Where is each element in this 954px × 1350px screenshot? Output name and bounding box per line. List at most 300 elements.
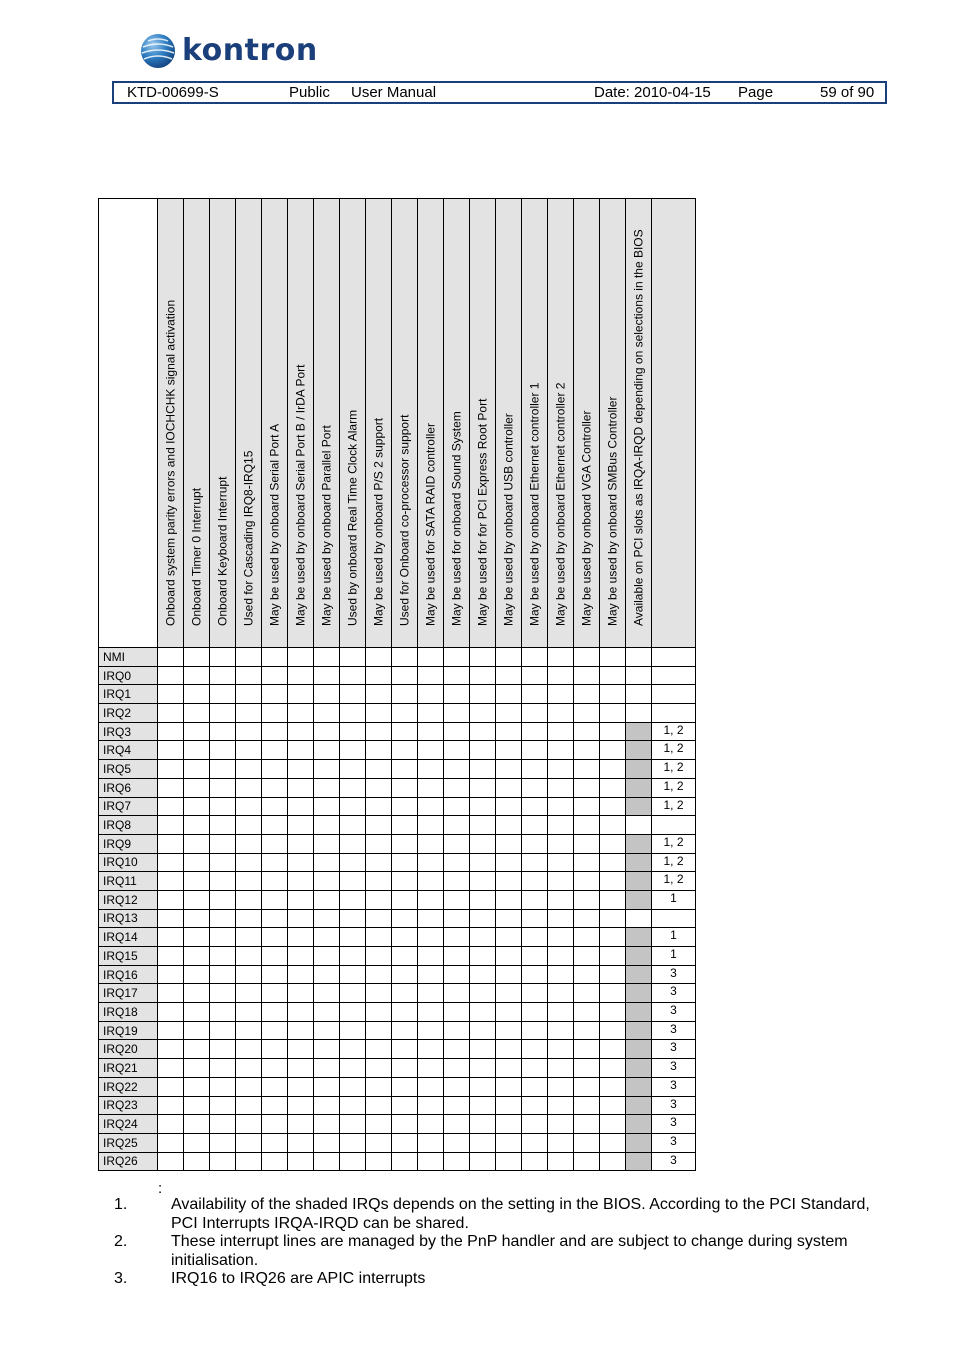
pci-availability-cell <box>626 816 652 835</box>
table-cell <box>210 797 236 816</box>
table-cell <box>522 1059 548 1078</box>
note-ref-cell: 1, 2 <box>652 872 696 891</box>
table-cell <box>392 1152 418 1171</box>
note-ref-cell: 3 <box>652 1096 696 1115</box>
table-cell <box>184 872 210 891</box>
table-cell <box>288 1115 314 1134</box>
note-ref-cell: 1, 2 <box>652 853 696 872</box>
table-cell <box>392 685 418 704</box>
note-item <box>114 1270 884 1289</box>
table-cell <box>444 947 470 966</box>
table-cell <box>522 872 548 891</box>
table-cell <box>470 1096 496 1115</box>
table-cell <box>444 1040 470 1059</box>
table-cell <box>574 816 600 835</box>
table-cell <box>600 834 626 853</box>
note-ref-cell: 3 <box>652 965 696 984</box>
column-header-label: May be used by onboard Ethernet controller 2 <box>553 382 567 626</box>
table-cell <box>340 1003 366 1022</box>
table-cell <box>340 816 366 835</box>
table-cell <box>158 1003 184 1022</box>
table-cell <box>340 1152 366 1171</box>
table-cell <box>210 722 236 741</box>
table-cell <box>288 1003 314 1022</box>
table-cell <box>522 947 548 966</box>
table-cell <box>418 760 444 779</box>
table-cell <box>392 1077 418 1096</box>
table-cell <box>158 685 184 704</box>
irq-label: IRQ3 <box>99 722 158 741</box>
table-cell <box>470 1021 496 1040</box>
table-cell <box>392 965 418 984</box>
table-cell <box>600 666 626 685</box>
table-cell <box>470 778 496 797</box>
pci-availability-cell <box>626 797 652 816</box>
table-cell <box>236 1040 262 1059</box>
table-cell <box>236 1096 262 1115</box>
page-label: Page <box>738 84 774 101</box>
note-ref-cell: 1 <box>652 928 696 947</box>
table-cell <box>262 1059 288 1078</box>
table-cell <box>366 909 392 928</box>
table-cell <box>496 947 522 966</box>
table-cell <box>496 890 522 909</box>
table-cell <box>236 1003 262 1022</box>
table-cell <box>314 1040 340 1059</box>
table-cell <box>366 1096 392 1115</box>
table-cell <box>314 853 340 872</box>
table-cell <box>574 947 600 966</box>
table-cell <box>210 1152 236 1171</box>
table-cell <box>314 890 340 909</box>
table-cell <box>418 1152 444 1171</box>
table-cell <box>236 704 262 723</box>
table-cell <box>158 741 184 760</box>
table-cell <box>158 648 184 667</box>
table-row <box>99 704 696 723</box>
table-cell <box>236 760 262 779</box>
table-row <box>99 1133 696 1152</box>
table-cell <box>236 722 262 741</box>
table-cell <box>392 834 418 853</box>
table-cell <box>236 890 262 909</box>
table-cell <box>444 1096 470 1115</box>
pci-availability-cell <box>626 741 652 760</box>
table-cell <box>392 928 418 947</box>
table-cell <box>600 760 626 779</box>
column-header-label: Onboard Keyboard Interrupt <box>215 476 229 626</box>
table-cell <box>340 872 366 891</box>
table-cell <box>158 834 184 853</box>
table-cell <box>184 909 210 928</box>
table-cell <box>418 685 444 704</box>
column-header-label: May be used for for PCI Express Root Port <box>475 398 489 626</box>
table-cell <box>548 797 574 816</box>
table-cell <box>236 1152 262 1171</box>
table-cell <box>392 1059 418 1078</box>
table-cell <box>496 1133 522 1152</box>
table-cell <box>418 1059 444 1078</box>
table-cell <box>158 853 184 872</box>
table-cell <box>314 834 340 853</box>
table-cell <box>158 778 184 797</box>
table-cell <box>444 1059 470 1078</box>
table-cell <box>288 965 314 984</box>
irq-label: IRQ22 <box>99 1077 158 1096</box>
irq-label: IRQ2 <box>99 704 158 723</box>
table-cell <box>210 965 236 984</box>
note-item <box>114 1233 884 1270</box>
table-cell <box>366 1003 392 1022</box>
table-row <box>99 1021 696 1040</box>
table-cell <box>262 947 288 966</box>
table-cell <box>496 872 522 891</box>
table-cell <box>236 778 262 797</box>
table-cell <box>262 984 288 1003</box>
table-cell <box>548 648 574 667</box>
table-cell <box>366 872 392 891</box>
table-cell <box>366 890 392 909</box>
table-cell <box>444 834 470 853</box>
table-cell <box>470 872 496 891</box>
table-cell <box>184 1040 210 1059</box>
irq-label: IRQ13 <box>99 909 158 928</box>
irq-label: IRQ0 <box>99 666 158 685</box>
note-ref-cell: 3 <box>652 1077 696 1096</box>
pci-availability-cell <box>626 834 652 853</box>
table-cell <box>314 1096 340 1115</box>
table-cell <box>392 760 418 779</box>
irq-label: IRQ23 <box>99 1096 158 1115</box>
table-cell <box>184 928 210 947</box>
table-cell <box>444 685 470 704</box>
table-cell <box>470 1003 496 1022</box>
table-cell <box>470 965 496 984</box>
table-cell <box>184 834 210 853</box>
note-text: Availability of the shaded IRQs depends on the setting in the BIOS. According to the PCI Standard, PCI Interrupts IRQA-IRQD can be shared. <box>171 1196 870 1232</box>
table-cell <box>314 1152 340 1171</box>
column-header-label: May be used by onboard USB controller <box>501 413 515 626</box>
table-cell <box>548 947 574 966</box>
table-cell <box>392 984 418 1003</box>
brand-name: kontron <box>182 33 318 68</box>
table-cell <box>288 1021 314 1040</box>
table-cell <box>184 1077 210 1096</box>
column-header <box>418 199 444 648</box>
table-cell <box>600 1059 626 1078</box>
table-cell <box>288 760 314 779</box>
table-cell <box>444 816 470 835</box>
table-cell <box>600 816 626 835</box>
table-cell <box>418 1115 444 1134</box>
irq-label: IRQ11 <box>99 872 158 891</box>
table-cell <box>522 928 548 947</box>
table-cell <box>184 890 210 909</box>
table-cell <box>548 704 574 723</box>
table-cell <box>574 984 600 1003</box>
table-cell <box>366 778 392 797</box>
table-cell <box>210 984 236 1003</box>
table-row <box>99 1040 696 1059</box>
pci-availability-cell <box>626 704 652 723</box>
table-cell <box>522 1003 548 1022</box>
table-cell <box>444 1152 470 1171</box>
pci-availability-cell <box>626 778 652 797</box>
table-cell <box>210 947 236 966</box>
table-cell <box>574 965 600 984</box>
table-cell <box>574 909 600 928</box>
table-cell <box>262 853 288 872</box>
table-cell <box>262 1133 288 1152</box>
table-cell <box>366 760 392 779</box>
table-cell <box>158 909 184 928</box>
table-cell <box>600 1152 626 1171</box>
table-cell <box>184 1133 210 1152</box>
column-header-label: May be used by onboard Serial Port B / IrDA Port <box>293 364 307 626</box>
table-cell <box>574 722 600 741</box>
table-cell <box>158 1152 184 1171</box>
table-cell <box>288 722 314 741</box>
table-cell <box>210 1040 236 1059</box>
table-cell <box>600 909 626 928</box>
table-cell <box>444 1133 470 1152</box>
table-cell <box>522 1021 548 1040</box>
table-cell <box>548 760 574 779</box>
irq-label: IRQ25 <box>99 1133 158 1152</box>
table-cell <box>548 1096 574 1115</box>
table-cell <box>340 722 366 741</box>
table-cell <box>522 816 548 835</box>
column-header-label: Onboard Timer 0 Interrupt <box>189 487 203 626</box>
table-cell <box>496 704 522 723</box>
table-cell <box>262 722 288 741</box>
table-cell <box>288 909 314 928</box>
table-cell <box>418 890 444 909</box>
table-row <box>99 666 696 685</box>
table-cell <box>600 890 626 909</box>
table-cell <box>522 666 548 685</box>
pci-availability-cell <box>626 1152 652 1171</box>
table-cell <box>314 685 340 704</box>
note-number: 3. <box>114 1270 128 1287</box>
table-cell <box>158 797 184 816</box>
table-cell <box>392 1133 418 1152</box>
table-cell <box>262 965 288 984</box>
table-cell <box>210 704 236 723</box>
table-cell <box>548 834 574 853</box>
table-cell <box>366 1059 392 1078</box>
pci-availability-cell <box>626 1115 652 1134</box>
column-header <box>392 199 418 648</box>
table-cell <box>548 666 574 685</box>
table-cell <box>496 834 522 853</box>
column-header-label: May be used by onboard P/S 2 support <box>371 417 385 626</box>
table-cell <box>574 797 600 816</box>
table-cell <box>392 853 418 872</box>
table-cell <box>444 1115 470 1134</box>
table-cell <box>314 816 340 835</box>
table-cell <box>340 984 366 1003</box>
note-number: 1. <box>114 1196 128 1213</box>
table-cell <box>470 797 496 816</box>
table-cell <box>444 704 470 723</box>
table-cell <box>262 890 288 909</box>
column-header <box>444 199 470 648</box>
table-cell <box>210 648 236 667</box>
table-cell <box>288 1040 314 1059</box>
table-row <box>99 1077 696 1096</box>
table-row <box>99 984 696 1003</box>
table-cell <box>496 984 522 1003</box>
pci-availability-cell <box>626 965 652 984</box>
table-cell <box>392 909 418 928</box>
table-cell <box>392 797 418 816</box>
table-cell <box>366 1077 392 1096</box>
table-cell <box>366 853 392 872</box>
table-cell <box>366 648 392 667</box>
table-cell <box>314 666 340 685</box>
table-cell <box>288 666 314 685</box>
table-cell <box>184 1152 210 1171</box>
table-cell <box>418 909 444 928</box>
table-cell <box>470 984 496 1003</box>
table-cell <box>496 1115 522 1134</box>
table-cell <box>548 853 574 872</box>
table-cell <box>184 666 210 685</box>
note-ref-cell <box>652 816 696 835</box>
table-cell <box>444 778 470 797</box>
table-cell <box>262 648 288 667</box>
table-cell <box>392 704 418 723</box>
column-header-label: Used by onboard Real Time Clock Alarm <box>345 409 359 626</box>
table-cell <box>366 834 392 853</box>
table-cell <box>314 1021 340 1040</box>
table-cell <box>314 722 340 741</box>
table-cell <box>288 704 314 723</box>
table-cell <box>314 928 340 947</box>
table-cell <box>522 1133 548 1152</box>
pci-availability-cell <box>626 872 652 891</box>
table-cell <box>210 666 236 685</box>
table-cell <box>340 890 366 909</box>
table-cell <box>444 928 470 947</box>
table-cell <box>392 666 418 685</box>
table-cell <box>470 890 496 909</box>
note-ref-cell <box>652 704 696 723</box>
table-cell <box>522 853 548 872</box>
table-cell <box>236 1115 262 1134</box>
table-row <box>99 1115 696 1134</box>
table-cell <box>262 1003 288 1022</box>
pci-availability-cell <box>626 909 652 928</box>
table-cell <box>522 965 548 984</box>
table-cell <box>522 1077 548 1096</box>
table-row <box>99 853 696 872</box>
table-cell <box>444 890 470 909</box>
table-cell <box>340 928 366 947</box>
table-cell <box>340 947 366 966</box>
irq-table <box>98 198 696 1171</box>
table-row <box>99 685 696 704</box>
table-cell <box>314 947 340 966</box>
table-cell <box>392 778 418 797</box>
table-row <box>99 872 696 891</box>
table-cell <box>548 890 574 909</box>
irq-label: IRQ17 <box>99 984 158 1003</box>
table-cell <box>574 1040 600 1059</box>
column-header <box>600 199 626 648</box>
note-ref-cell: 3 <box>652 1021 696 1040</box>
table-cell <box>288 741 314 760</box>
table-cell <box>522 834 548 853</box>
table-cell <box>392 947 418 966</box>
table-cell <box>470 1077 496 1096</box>
table-cell <box>210 928 236 947</box>
irq-label: IRQ21 <box>99 1059 158 1078</box>
table-cell <box>236 797 262 816</box>
table-cell <box>600 1096 626 1115</box>
table-cell <box>158 1021 184 1040</box>
table-cell <box>470 947 496 966</box>
table-cell <box>548 1040 574 1059</box>
classification: Public <box>289 84 330 101</box>
table-cell <box>600 928 626 947</box>
table-cell <box>548 741 574 760</box>
column-header-label: Onboard system parity errors and IOCHCHK signal activation <box>163 299 177 626</box>
irq-label: IRQ20 <box>99 1040 158 1059</box>
irq-label: IRQ6 <box>99 778 158 797</box>
table-cell <box>262 741 288 760</box>
note-ref-cell: 3 <box>652 984 696 1003</box>
table-cell <box>210 1115 236 1134</box>
table-cell <box>288 928 314 947</box>
note-ref-cell: 3 <box>652 1133 696 1152</box>
table-cell <box>210 778 236 797</box>
table-cell <box>470 704 496 723</box>
column-header-label: May be used by onboard SMBus Controller <box>605 396 619 626</box>
table-cell <box>470 853 496 872</box>
table-cell <box>600 1133 626 1152</box>
table-cell <box>262 704 288 723</box>
table-cell <box>340 797 366 816</box>
table-cell <box>262 928 288 947</box>
doc-type: User Manual <box>351 84 437 101</box>
table-cell <box>340 853 366 872</box>
table-cell <box>496 1059 522 1078</box>
table-cell <box>210 760 236 779</box>
table-cell <box>340 741 366 760</box>
table-cell <box>496 1021 522 1040</box>
table-cell <box>210 816 236 835</box>
pci-availability-cell <box>626 1077 652 1096</box>
table-cell <box>236 834 262 853</box>
table-cell <box>366 1133 392 1152</box>
table-cell <box>184 947 210 966</box>
note-ref-cell: 3 <box>652 1003 696 1022</box>
table-cell <box>236 1059 262 1078</box>
table-cell <box>444 909 470 928</box>
table-cell <box>522 797 548 816</box>
table-row <box>99 722 696 741</box>
note-ref-cell: 1, 2 <box>652 760 696 779</box>
table-cell <box>600 778 626 797</box>
table-row <box>99 778 696 797</box>
table-cell <box>314 797 340 816</box>
note-ref-cell: 1, 2 <box>652 722 696 741</box>
table-cell <box>184 816 210 835</box>
table-cell <box>470 666 496 685</box>
table-cell <box>340 778 366 797</box>
